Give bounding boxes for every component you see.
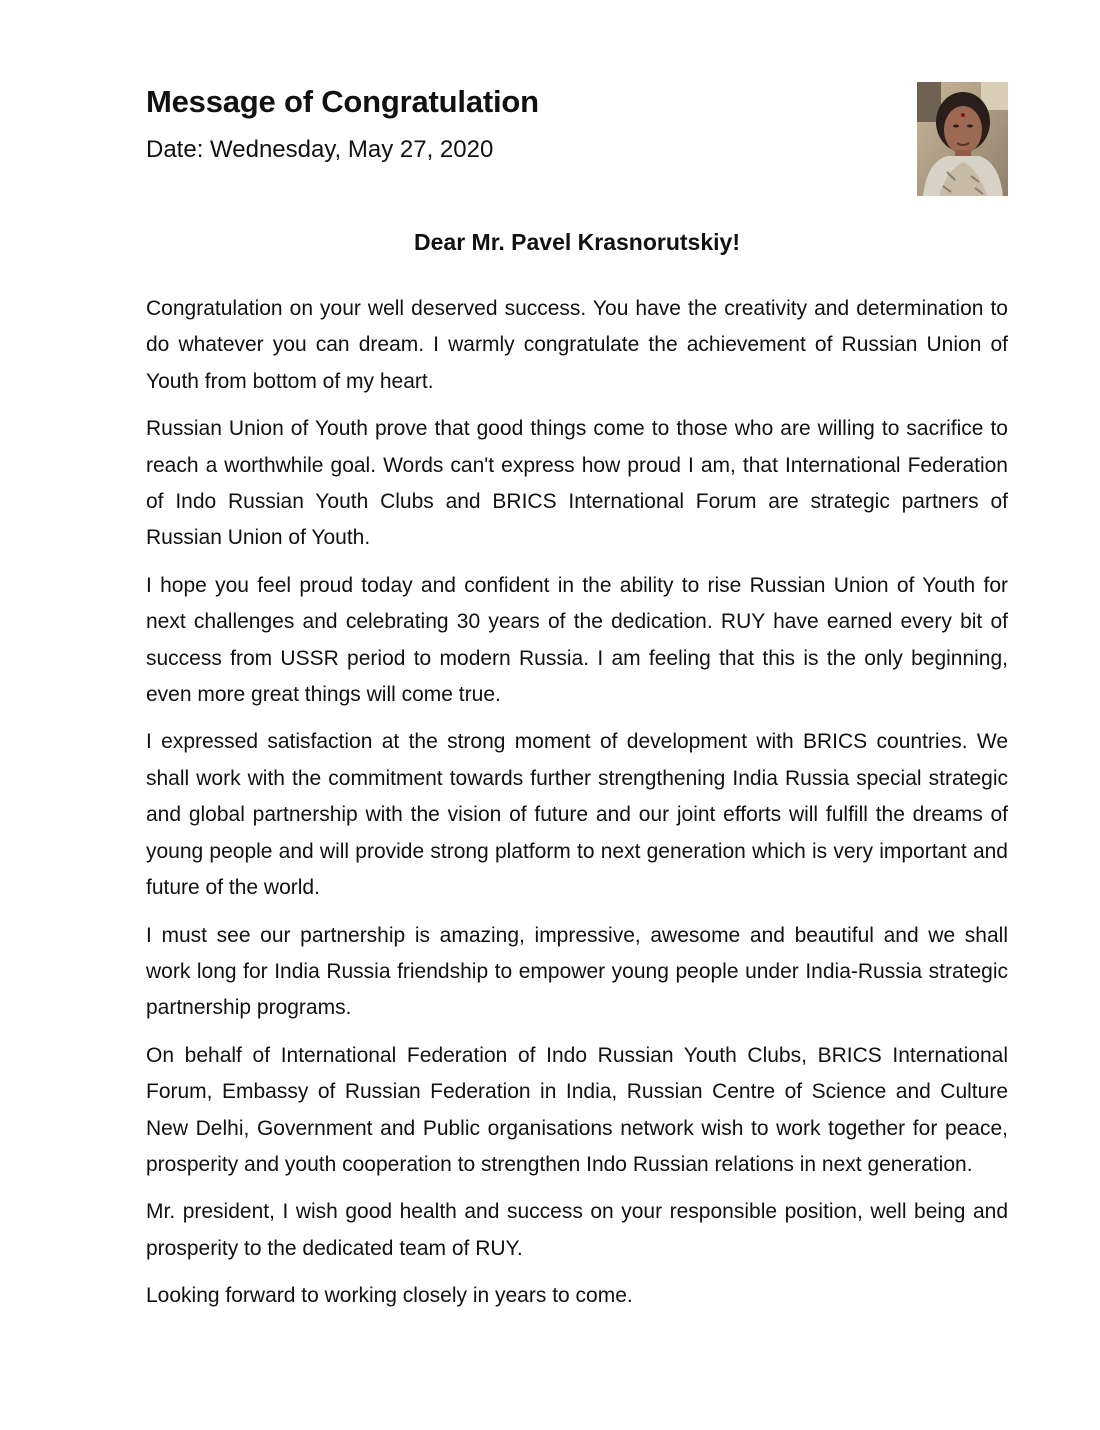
portrait-photo-icon xyxy=(917,82,1008,196)
page-title: Message of Congratulation xyxy=(146,84,539,119)
letter-paragraph: On behalf of International Federation of Indo Russian Youth Clubs, BRICS International Forum, Embassy of Russian Federation in India, Russian Centre of Science and Culture New Delhi, Government and Public organisations network wish to work together for peace, prosperity and youth cooperation to strengthen Indo Russian relations in next generation. xyxy=(146,1043,1008,1176)
letter-paragraph: Russian Union of Youth prove that good things come to those who are willing to sacrifice to reach a worthwhile goal. Words can't express how proud I am, that International Federation of Indo Russian Youth Clubs and BRICS International Forum are strategic partners of Russian Union of Youth. xyxy=(146,417,1008,550)
letter-paragraph: I must see our partnership is amazing, impressive, awesome and beautiful and we shall work long for India Russia friendship to empower young people under India-Russia strategic partnership programs. xyxy=(146,923,1008,1020)
letter-date: Date: Wednesday, May 27, 2020 xyxy=(146,136,494,163)
letter-paragraph: I expressed satisfaction at the strong moment of development with BRICS countries. We shall work with the commitment towards further strengthening India Russia special strategic and global partnership with the vision of future and our joint efforts will fulfill the dreams of young people and will provide strong platform to next generation which is very important and future of the world. xyxy=(146,730,1008,900)
letter-paragraph: Congratulation on your well deserved success. You have the creativity and determination to do whatever you can dream. I warmly congratulate the achievement of Russian Union of Youth from bottom of my heart. xyxy=(146,297,1008,393)
letter-closing: Looking forward to working closely in years to come. xyxy=(146,1284,633,1308)
portrait-photo xyxy=(917,82,1008,196)
letter-paragraph: I hope you feel proud today and confident in the ability to rise Russian Union of Youth for next challenges and celebrating 30 years of the dedication. RUY have earned every bit of success from USSR period to modern Russia. I am feeling that this is the only beginning, even more great things will come true. xyxy=(146,573,1008,707)
letter-paragraph: Mr. president, I wish good health and success on your responsible position, well being and prosperity to the dedicated team of RUY. xyxy=(146,1200,1008,1260)
letter-salutation: Dear Mr. Pavel Krasnorutskiy! xyxy=(414,229,740,255)
letter-body xyxy=(146,291,1008,1326)
